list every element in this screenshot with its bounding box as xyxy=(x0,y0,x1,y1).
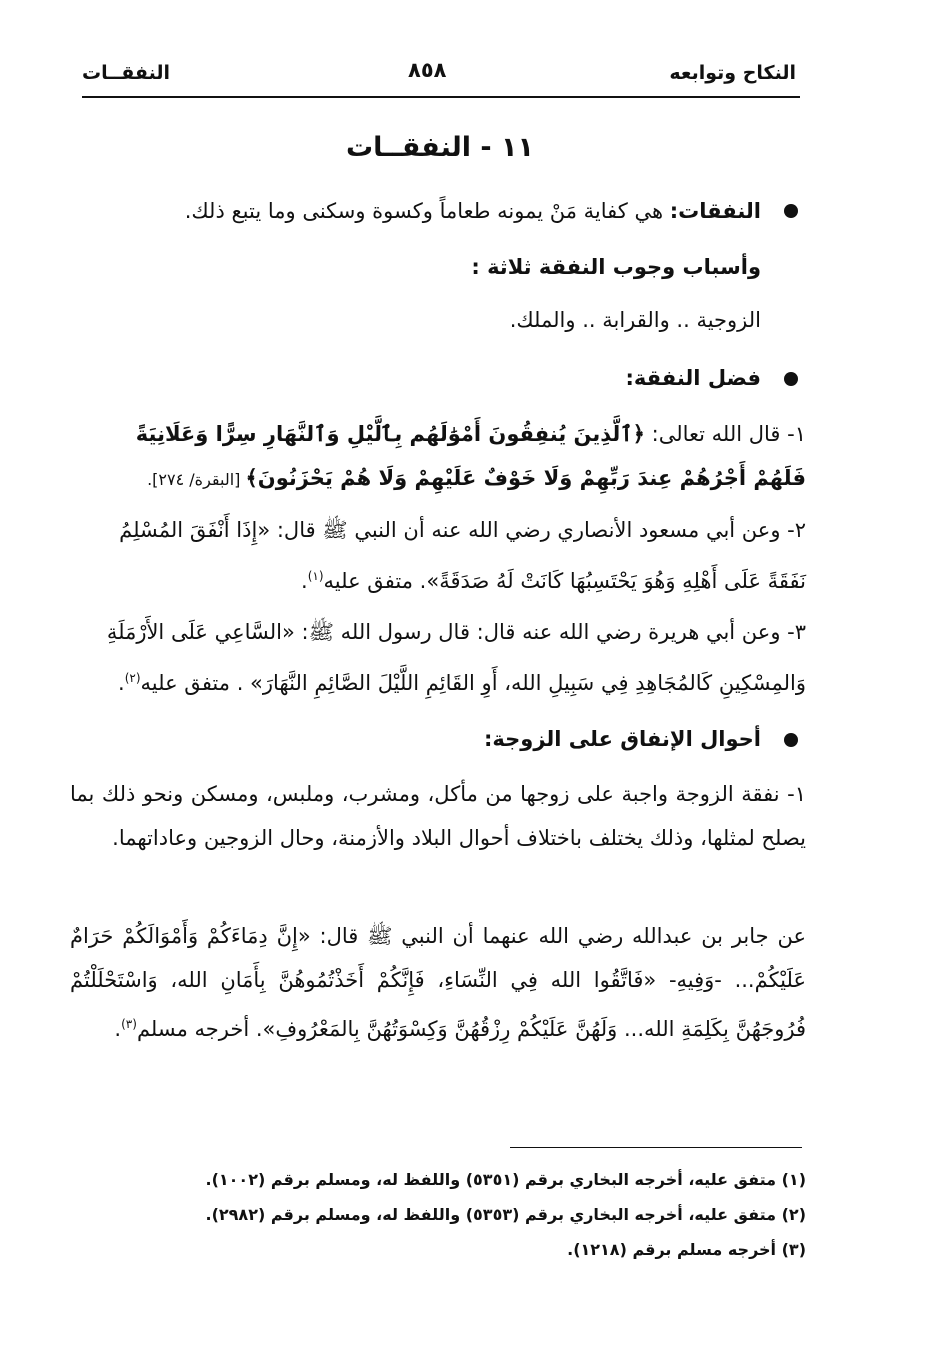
footnote-3: (٣) أخرجه مسلم برقم (١٢١٨). xyxy=(567,1240,806,1259)
wife-paragraph-1: ١- نفقة الزوجة واجبة على زوجها من مأكل، ومشرب، وملبس، ومسكن ونحو ذلك بما يصلح لمثلها، وذلك يختلف باختلاف أحوال البلاد والأزمنة، وحال الزوجين وعاداتهما. xyxy=(70,782,806,850)
footnote-divider xyxy=(510,1147,802,1148)
footnote-1: (١) متفق عليه، أخرجه البخاري برقم (٥٣٥١) واللفظ له، ومسلم برقم (١٠٠٢). xyxy=(205,1170,806,1189)
footnote-marker: (١) xyxy=(307,569,324,583)
verse-reference: [البقرة/ ٢٧٤]. xyxy=(147,470,246,489)
section-title: ١١ - النفقــات xyxy=(346,132,534,163)
virtue-heading: فضل النفقة: xyxy=(625,366,761,390)
footnote-marker: (٢) xyxy=(124,671,141,685)
causes-list: الزوجية .. والقرابة .. والملك. xyxy=(509,308,761,332)
running-header-chapter: النكاح وتوابعه xyxy=(669,62,796,84)
virtue-item-1-line-2 xyxy=(70,458,806,500)
hadith-text: عن جابر بن عبدالله رضي الله عنهما أن النبي ﷺ قال: «إِنَّ دِمَاءَكُمْ وَأَمْوَالَكُمْ حَرَامٌ عَلَيْكُمْ... -وَفِيهِ- «فَاتَّقُوا الله فِي النِّسَاءِ، فَإِنَّكُمْ أَخَذْتُمُوهُنَّ بِأَمَانِ الله، وَاسْتَحْلَلْتُمْ فُرُوجَهُنَّ بِكَلِمَةِ الله... وَلَهُنَّ عَلَيْكُمْ رِزْقُهُنَّ وَكِسْوَتُهُنَّ بِالمَعْرُوفِ». أخرجه مسلم xyxy=(70,924,806,1041)
virtue-item-3-line-1: ٣- وعن أبي هريرة رضي الله عنه قال: قال رسول الله ﷺ: «السَّاعِي عَلَى الأَرْمَلَةِ xyxy=(106,620,806,644)
running-header-section: النفقــات xyxy=(82,62,170,84)
virtue-item-3-text: وَالمِسْكِينِ كَالمُجَاهِدِ فِي سَبِيلِ الله، أَوِ القَائِمِ اللَّيْلَ الصَّائِمِ النَّهَارَ» . متفق عليه xyxy=(140,671,806,695)
definition-term: النفقات: xyxy=(669,199,761,223)
bullet-icon xyxy=(784,733,798,747)
footnote-2: (٢) متفق عليه، أخرجه البخاري برقم (٥٣٥٣) واللفظ له، ومسلم برقم (٢٩٨٢). xyxy=(205,1205,806,1224)
wife-heading: أحوال الإنفاق على الزوجة: xyxy=(484,727,761,751)
virtue-item-2-line-1: ٢- وعن أبي مسعود الأنصاري رضي الله عنه أن النبي ﷺ قال: «إِذَا أَنْفَقَ المُسْلِمُ xyxy=(119,518,806,542)
bullet-icon xyxy=(784,372,798,386)
causes-heading: وأسباب وجوب النفقة ثلاثة : xyxy=(471,255,761,279)
virtue-item-2-line-2: نَفَقَةً عَلَى أَهْلِهِ وَهُوَ يَحْتَسِبُهَا كَانَتْ لَهُ صَدَقَةً». متفق عليه$^{(١)}$. xyxy=(301,569,806,593)
bullet-icon xyxy=(784,204,798,218)
wife-paragraph-2: عن جابر بن عبدالله رضي الله عنهما أن النبي ﷺ قال: «إِنَّ دِمَاءَكُمْ وَأَمْوَالَكُمْ حَرَامٌ عَلَيْكُمْ... -وَفِيهِ- «فَاتَّقُوا الله فِي النِّسَاءِ، فَإِنَّكُمْ أَخَذْتُمُوهُنَّ بِأَمَانِ الله، وَاسْتَحْلَلْتُمْ فُرُوجَهُنَّ بِكَلِمَةِ الله... وَلَهُنَّ عَلَيْكُمْ رِزْقُهُنَّ وَكِسْوَتُهُنَّ بِالمَعْرُوفِ». أخرجه مسلم$^{(٣)}$. xyxy=(70,924,806,1041)
virtue-item-1-line-1 xyxy=(70,414,806,454)
definition-text: هي كفاية مَنْ يمونه طعاماً وكسوة وسكنى وما يتبع ذلك. xyxy=(184,199,670,223)
virtue-item-1-lead: ١- قال الله تعالى: xyxy=(644,422,806,446)
virtue-item-3-line-2: وَالمِسْكِينِ كَالمُجَاهِدِ فِي سَبِيلِ الله، أَوِ القَائِمِ اللَّيْلَ الصَّائِمِ النَّهَارَ» . متفق عليه$^{(٢)}$. xyxy=(118,671,806,695)
header-divider xyxy=(82,96,800,98)
quran-verse-part-1: ﴿ٱلَّذِينَ يُنفِقُونَ أَمْوَٰلَهُم بِٱلَّيْلِ وَٱلنَّهَارِ سِرًّا وَعَلَانِيَةً xyxy=(135,422,645,446)
virtue-item-2-text: نَفَقَةً عَلَى أَهْلِهِ وَهُوَ يَحْتَسِبُهَا كَانَتْ لَهُ صَدَقَةً». متفق عليه xyxy=(323,569,806,593)
definition-line xyxy=(70,191,761,231)
quran-verse-part-2: فَلَهُمْ أَجْرُهُمْ عِندَ رَبِّهِمْ وَلَا خَوْفٌ عَلَيْهِمْ وَلَا هُمْ يَحْزَنُونَ﴾ xyxy=(245,466,806,490)
footnote-marker: (٣) xyxy=(121,1017,137,1031)
page-number: ٨٥٨ xyxy=(408,58,447,82)
